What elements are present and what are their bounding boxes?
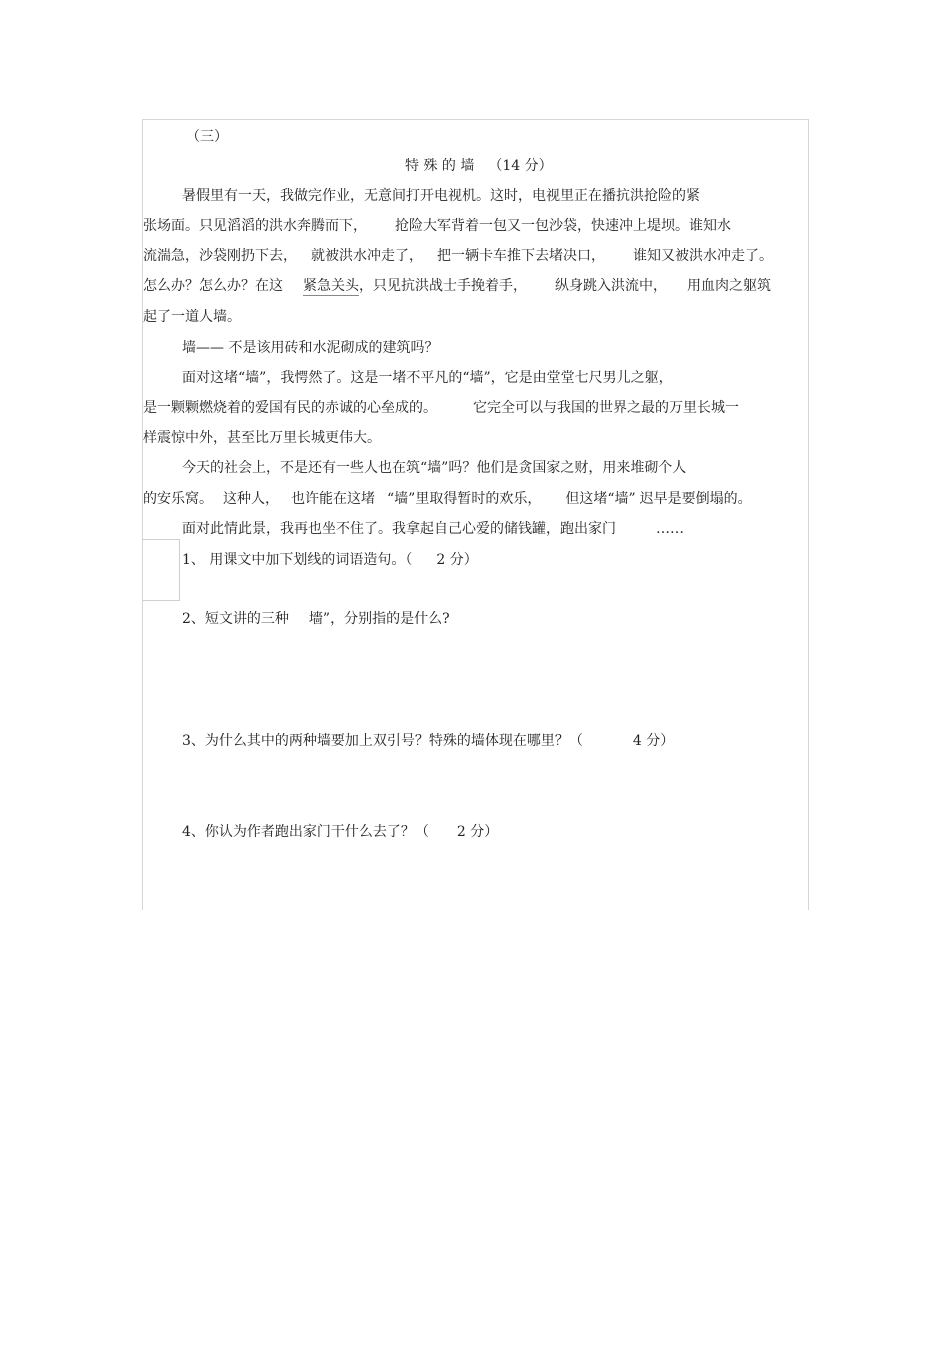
p5-text: 面对此情此景，我再也坐不住了。我拿起自己心爱的储钱罐，跑出家门 <box>182 521 616 537</box>
p5-ellipsis: …… <box>656 521 684 537</box>
page-frame <box>142 119 809 910</box>
p1-line3-a: 流湍急，沙袋刚扔下去， <box>143 248 297 264</box>
section-label: （三） <box>186 129 228 145</box>
question-1-score: 2 分） <box>436 552 478 568</box>
question-2 <box>182 610 450 628</box>
p3-line2-a: 是一颗颗燃烧着的爱国有民的赤诚的心垒成的。 <box>143 400 437 416</box>
p3-line2 <box>143 399 739 417</box>
p1-line4 <box>143 277 771 295</box>
answer-box <box>142 539 180 601</box>
question-2-text-b: 墻”，分别指的是什么? <box>308 611 450 627</box>
underlined-phrase: 紧急关头 <box>303 278 359 294</box>
p1-line3-d: 谁知又被洪水冲走了。 <box>633 248 773 264</box>
p5-line1 <box>182 520 684 538</box>
question-4-text: 4、你认为作者跑出家门干什么去了？（ <box>182 824 429 840</box>
p4-line2-g: 迟早是要倒塌的。 <box>639 491 752 507</box>
p1-line4-c: 纵身跳入洪流中， <box>555 278 667 294</box>
p4-line2 <box>143 490 752 508</box>
p4-line2-e: 里取得暂时的欢乐， <box>415 491 542 507</box>
p4-line2-d: “墙” <box>387 491 416 507</box>
p1-line3-b: 就被洪水冲走了， <box>311 248 423 264</box>
p2-line1: 墙—— 不是该用砖和水泥砌成的建筑吗？ <box>182 340 439 356</box>
p4-line2-c: 也许能在这堵 <box>291 491 375 507</box>
p1-line3 <box>143 247 773 265</box>
p3-line1: 面对这堵“墙”，我愕然了。这是一堵不平凡的“墙”，它是由堂堂七尺男儿之躯， <box>182 370 673 386</box>
question-3-text: 3、为什么其中的两种墙要加上双引号？特殊的墙体现在哪里？（ <box>182 733 583 749</box>
question-1-text: 1、 用课文中加下划线的词语造句。（ <box>182 552 413 568</box>
p1-line2-a: 张场面。只见滔滔的洪水奔腾而下， <box>143 218 367 234</box>
p1-line3-c: 把一辆卡车推下去堵决口， <box>437 248 605 264</box>
p1-line2-b: 抢险大军背着一包又一包沙袋，快速冲上堤坝。谁知水 <box>395 218 731 234</box>
p1-line2 <box>143 217 731 235</box>
p3-line2-b: 它完全可以与我国的世界之最的万里长城一 <box>473 400 739 416</box>
p1-line5: 起了一道人墙。 <box>143 309 241 325</box>
question-3 <box>182 732 674 750</box>
question-4 <box>182 823 498 841</box>
p1-line4-a: 怎么办？怎么办？在这 <box>143 278 283 294</box>
passage-title <box>405 157 553 175</box>
p1-line4-d: 用血肉之躯筑 <box>687 278 771 294</box>
p1-line1: 暑假里有一天，我做完作业，无意间打开电视机。这时，电视里正在播抗洪抢险的紧 <box>182 188 700 204</box>
question-3-score: 4 分） <box>632 733 675 749</box>
title-text: 特 殊 的 墙 <box>405 158 475 174</box>
p4-line2-f: 但这堵“墙” <box>565 491 636 507</box>
p4-line1: 今天的社会上，不是还有一些人也在筑“墙”吗？他们是贪国家之财，用来堆砌个人 <box>182 460 687 476</box>
p4-line2-b: 这种人， <box>223 491 279 507</box>
p3-line3: 样震惊中外，甚至比万里长城更伟大。 <box>143 430 381 446</box>
title-score: （14 分） <box>488 158 553 174</box>
p4-line2-a: 的安乐窝。 <box>143 491 213 507</box>
question-2-text-a: 2、短文讲的三种 <box>182 611 289 627</box>
question-1 <box>182 551 478 569</box>
question-4-score: 2 分） <box>456 824 499 840</box>
p1-line4-b: ，只见抗洪战士手挽着手， <box>359 278 527 294</box>
